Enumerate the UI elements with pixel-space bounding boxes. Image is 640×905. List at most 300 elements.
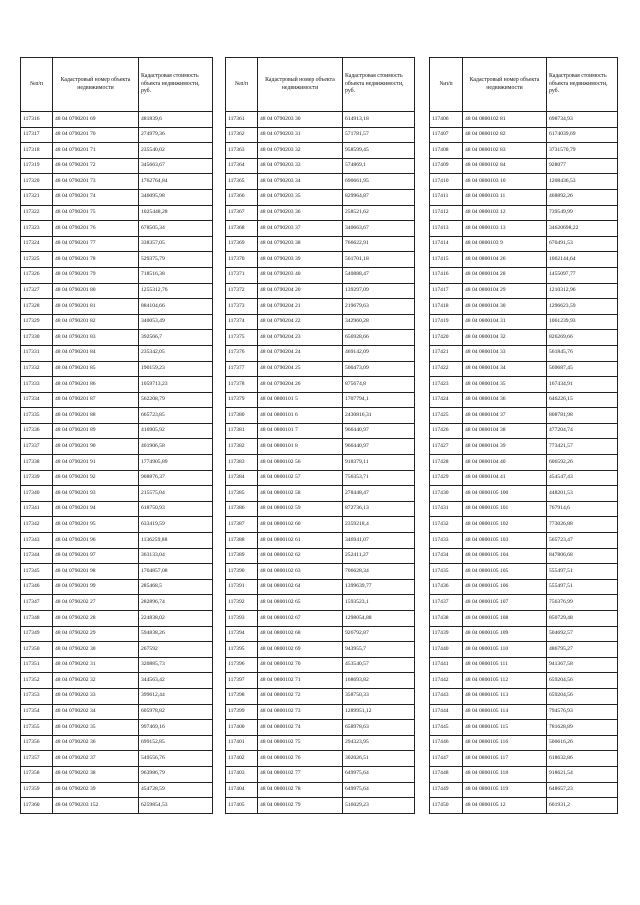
row-number-cell: 117358 xyxy=(21,766,53,782)
table-row xyxy=(430,345,618,361)
cadastral-number-cell: 48 04 0800102 57 xyxy=(258,470,343,486)
cadastral-number-cell: 48 04 0790204 25 xyxy=(258,361,343,377)
cadastral-value-cell: 516029,23 xyxy=(343,798,415,814)
row-number-cell: 117368 xyxy=(226,221,258,237)
row-number-cell: 117347 xyxy=(21,595,53,611)
table-row xyxy=(226,735,415,751)
cadastral-value-cell: 941367,58 xyxy=(547,657,618,673)
row-number-cell: 117381 xyxy=(226,423,258,439)
table-row xyxy=(21,564,213,580)
table-row xyxy=(21,221,213,237)
cadastral-number-cell: 48 04 0800102 64 xyxy=(258,579,343,595)
cadastral-value-cell: 1289951,12 xyxy=(343,704,415,720)
row-number-cell: 117349 xyxy=(21,626,53,642)
row-number-cell: 117335 xyxy=(21,408,53,424)
cadastral-value-cell: 363133,04 xyxy=(139,548,213,564)
row-number-cell: 117407 xyxy=(430,127,463,143)
cadastral-number-cell: 48 04 0800105 110 xyxy=(463,642,547,658)
row-number-cell: 117327 xyxy=(21,283,53,299)
cadastral-value-cell: 562208,79 xyxy=(139,392,213,408)
cadastral-value-cell: 1210312,96 xyxy=(547,283,618,299)
row-number-cell: 117401 xyxy=(226,735,258,751)
row-number-cell: 117330 xyxy=(21,330,53,346)
cadastral-number-cell: 48 04 0800105 119 xyxy=(463,782,547,798)
table-row xyxy=(21,720,213,736)
table-row xyxy=(226,782,415,798)
row-number-cell: 117374 xyxy=(226,314,258,330)
table-row xyxy=(430,299,618,315)
cadastral-value-cell: 1764857,08 xyxy=(139,564,213,580)
cadastral-value-cell: 618632,86 xyxy=(547,751,618,767)
cadastral-value-cell: 918621,54 xyxy=(547,766,618,782)
row-number-cell: 117346 xyxy=(21,579,53,595)
cadastral-value-cell: 872736,13 xyxy=(343,501,415,517)
row-number-cell: 117427 xyxy=(430,439,463,455)
row-number-cell: 117433 xyxy=(430,533,463,549)
cadastral-number-cell: 48 04 0800105 100 xyxy=(463,486,547,502)
cadastral-value-cell: 1774905,89 xyxy=(139,455,213,471)
table-row xyxy=(21,704,213,720)
table-row xyxy=(430,283,618,299)
row-number-cell: 117438 xyxy=(430,611,463,627)
cadastral-value-cell: 1296623,59 xyxy=(547,299,618,315)
cadastral-table-3 xyxy=(429,57,618,814)
table-row xyxy=(226,423,415,439)
cadastral-number-cell: 48 04 0800105 116 xyxy=(463,735,547,751)
cadastral-value-cell: 34620698,22 xyxy=(547,221,618,237)
row-number-cell: 117423 xyxy=(430,377,463,393)
row-number-cell: 117385 xyxy=(226,486,258,502)
row-number-cell: 117446 xyxy=(430,735,463,751)
cadastral-number-cell: 48 04 0790201 85 xyxy=(53,361,139,377)
cadastral-value-cell: 943955,7 xyxy=(343,642,415,658)
cadastral-number-cell: 48 04 0800102 72 xyxy=(258,688,343,704)
row-number-cell: 117343 xyxy=(21,533,53,549)
table-row xyxy=(21,470,213,486)
cadastral-value-cell: 342960,28 xyxy=(343,314,415,330)
row-number-cell: 117338 xyxy=(21,455,53,471)
table-row xyxy=(21,595,213,611)
row-number-cell: 117355 xyxy=(21,720,53,736)
table-row xyxy=(226,377,415,393)
table-row xyxy=(226,299,415,315)
cadastral-number-cell: 48 04 0790201 82 xyxy=(53,314,139,330)
row-number-cell: 117417 xyxy=(430,283,463,299)
row-number-cell: 117411 xyxy=(430,189,463,205)
cadastral-number-cell: 48 04 0800102 71 xyxy=(258,673,343,689)
cadastral-number-cell: 48 04 0800104 35 xyxy=(463,377,547,393)
row-number-cell: 117371 xyxy=(226,267,258,283)
cadastral-number-cell: 48 04 0800104 29 xyxy=(463,283,547,299)
row-number-cell: 117380 xyxy=(226,408,258,424)
cadastral-value-cell: 2359218,4 xyxy=(343,517,415,533)
cadastral-number-cell: 48 04 0790204 21 xyxy=(258,299,343,315)
row-number-cell: 117449 xyxy=(430,782,463,798)
cadastral-number-cell: 48 04 0800105 109 xyxy=(463,626,547,642)
table-row xyxy=(430,236,618,252)
row-number-cell: 117430 xyxy=(430,486,463,502)
row-number-cell: 117396 xyxy=(226,657,258,673)
row-number-cell: 117409 xyxy=(430,158,463,174)
cadastral-number-cell: 48 04 0790203 31 xyxy=(258,127,343,143)
cadastral-value-cell: 6259854,53 xyxy=(139,798,213,814)
table-row xyxy=(21,688,213,704)
row-number-cell: 117393 xyxy=(226,611,258,627)
table-row xyxy=(226,330,415,346)
cadastral-value-cell: 215575,04 xyxy=(139,486,213,502)
cadastral-number-cell: 48 04 0800102 70 xyxy=(258,657,343,673)
cadastral-value-cell: 794576,93 xyxy=(547,704,618,720)
cadastral-value-cell: 659204,56 xyxy=(547,688,618,704)
row-number-cell: 117382 xyxy=(226,439,258,455)
cadastral-value-cell: 224838,02 xyxy=(139,611,213,627)
cadastral-number-cell: 48 04 0790203 38 xyxy=(258,236,343,252)
cadastral-value-cell: 504692,57 xyxy=(547,626,618,642)
row-number-cell: 117416 xyxy=(430,267,463,283)
cadastral-number-cell: 48 04 0800104 30 xyxy=(463,299,547,315)
row-number-cell: 117319 xyxy=(21,158,53,174)
cadastral-value-cell: 486795,27 xyxy=(547,642,618,658)
cadastral-number-cell: 48 04 0800102 63 xyxy=(258,564,343,580)
cadastral-number-cell: 48 04 0800105 117 xyxy=(463,751,547,767)
row-number-cell: 117425 xyxy=(430,408,463,424)
cadastral-number-cell: 48 04 0800105 118 xyxy=(463,766,547,782)
cadastral-value-cell: 594838,26 xyxy=(139,626,213,642)
cadastral-value-cell: 601931,2 xyxy=(547,798,618,814)
cadastral-value-cell: 739549,99 xyxy=(547,205,618,221)
cadastral-number-cell: 48 04 0790204 24 xyxy=(258,345,343,361)
cadastral-value-cell: 454547,43 xyxy=(547,470,618,486)
cadastral-value-cell: 678505,34 xyxy=(139,221,213,237)
cadastral-value-cell: 358750,33 xyxy=(343,688,415,704)
header-num: №п/п xyxy=(430,58,463,112)
cadastral-number-cell: 48 04 0800102 77 xyxy=(258,766,343,782)
header-value: Кадастровая стоимость объекта недвижимости, руб. xyxy=(343,58,415,112)
cadastral-value-cell: 469142,09 xyxy=(343,345,415,361)
cadastral-value-cell: 1298054,88 xyxy=(343,611,415,627)
table-row xyxy=(226,611,415,627)
row-number-cell: 117342 xyxy=(21,517,53,533)
cadastral-number-cell: 48 04 0790201 70 xyxy=(53,127,139,143)
cadastral-value-cell: 766622,91 xyxy=(343,236,415,252)
cadastral-number-cell: 48 04 0790203 40 xyxy=(258,267,343,283)
table-row xyxy=(21,657,213,673)
cadastral-value-cell: 500473,09 xyxy=(343,361,415,377)
cadastral-value-cell: 690661,95 xyxy=(343,174,415,190)
cadastral-value-cell: 294323,95 xyxy=(343,735,415,751)
cadastral-value-cell: 448201,53 xyxy=(547,486,618,502)
cadastral-number-cell: 48 04 0800105 107 xyxy=(463,595,547,611)
cadastral-value-cell: 1399639,77 xyxy=(343,579,415,595)
table-row xyxy=(226,688,415,704)
row-number-cell: 117359 xyxy=(21,782,53,798)
cadastral-number-cell: 48 04 0790202 31 xyxy=(53,657,139,673)
table-row xyxy=(226,470,415,486)
row-number-cell: 117390 xyxy=(226,564,258,580)
table-row xyxy=(430,751,618,767)
table-row xyxy=(226,174,415,190)
cadastral-number-cell: 48 04 0800104 28 xyxy=(463,267,547,283)
row-number-cell: 117434 xyxy=(430,548,463,564)
table-row xyxy=(226,252,415,268)
table-row xyxy=(21,642,213,658)
table-row xyxy=(430,377,618,393)
table-row xyxy=(226,112,415,128)
row-number-cell: 117429 xyxy=(430,470,463,486)
header-row xyxy=(430,58,618,112)
cadastral-value-cell: 829964,87 xyxy=(343,189,415,205)
row-number-cell: 117350 xyxy=(21,642,53,658)
cadastral-value-cell: 767914,6 xyxy=(547,501,618,517)
cadastral-value-cell: 633419,59 xyxy=(139,517,213,533)
cadastral-number-cell: 48 04 0800104 41 xyxy=(463,470,547,486)
cadastral-number-cell: 48 04 0800102 82 xyxy=(463,127,547,143)
cadastral-number-cell: 48 04 0800102 76 xyxy=(258,751,343,767)
row-number-cell: 117406 xyxy=(430,112,463,128)
cadastral-value-cell: 618750,93 xyxy=(139,501,213,517)
table-row xyxy=(21,455,213,471)
table-row xyxy=(226,408,415,424)
row-number-cell: 117376 xyxy=(226,345,258,361)
cadastral-value-cell: 1455097,77 xyxy=(547,267,618,283)
cadastral-number-cell: 48 04 0800104 34 xyxy=(463,361,547,377)
cadastral-value-cell: 718516,38 xyxy=(139,267,213,283)
row-number-cell: 117392 xyxy=(226,595,258,611)
table-row xyxy=(21,189,213,205)
row-number-cell: 117445 xyxy=(430,720,463,736)
table-row xyxy=(430,611,618,627)
table-row xyxy=(226,143,415,159)
cadastral-value-cell: 561845,76 xyxy=(547,345,618,361)
row-number-cell: 117420 xyxy=(430,330,463,346)
cadastral-number-cell: 48 04 0790201 69 xyxy=(53,112,139,128)
row-number-cell: 117377 xyxy=(226,361,258,377)
cadastral-value-cell: 963986,79 xyxy=(139,766,213,782)
cadastral-number-cell: 48 04 0790201 95 xyxy=(53,517,139,533)
cadastral-number-cell: 48 04 0800102 84 xyxy=(463,158,547,174)
cadastral-number-cell: 48 04 0790201 97 xyxy=(53,548,139,564)
cadastral-number-cell: 48 04 0790201 84 xyxy=(53,345,139,361)
table-row xyxy=(430,517,618,533)
cadastral-number-cell: 48 04 0790204 22 xyxy=(258,314,343,330)
cadastral-value-cell: 958599,45 xyxy=(343,143,415,159)
cadastral-value-cell: 574869,1 xyxy=(343,158,415,174)
table-row xyxy=(226,564,415,580)
row-number-cell: 117414 xyxy=(430,236,463,252)
row-number-cell: 117373 xyxy=(226,299,258,315)
row-number-cell: 117408 xyxy=(430,143,463,159)
cadastral-number-cell: 48 04 0790201 77 xyxy=(53,236,139,252)
cadastral-number-cell: 48 04 0800105 106 xyxy=(463,579,547,595)
cadastral-number-cell: 48 04 0800103 13 xyxy=(463,221,547,237)
cadastral-value-cell: 826269,66 xyxy=(547,330,618,346)
cadastral-number-cell: 48 04 0800105 103 xyxy=(463,533,547,549)
table-row xyxy=(226,517,415,533)
table-row xyxy=(430,361,618,377)
row-number-cell: 117331 xyxy=(21,345,53,361)
row-number-cell: 117413 xyxy=(430,221,463,237)
cadastral-value-cell: 252411,27 xyxy=(343,548,415,564)
cadastral-number-cell: 48 04 0790202 35 xyxy=(53,720,139,736)
row-number-cell: 117405 xyxy=(226,798,258,814)
cadastral-value-cell: 168693,82 xyxy=(343,673,415,689)
table-row xyxy=(21,205,213,221)
cadastral-value-cell: 139297,09 xyxy=(343,283,415,299)
row-number-cell: 117410 xyxy=(430,174,463,190)
table-row xyxy=(430,564,618,580)
cadastral-value-cell: 847806,68 xyxy=(547,548,618,564)
cadastral-number-cell: 48 04 0800102 78 xyxy=(258,782,343,798)
cadastral-value-cell: 401906,58 xyxy=(139,439,213,455)
cadastral-value-cell: 267592 xyxy=(139,642,213,658)
cadastral-number-cell: 48 04 0800103 11 xyxy=(463,189,547,205)
row-number-cell: 117412 xyxy=(430,205,463,221)
table-row xyxy=(21,735,213,751)
cadastral-value-cell: 235342,05 xyxy=(139,345,213,361)
table-row xyxy=(430,267,618,283)
table-row xyxy=(21,798,213,814)
table-row xyxy=(430,143,618,159)
table-row xyxy=(21,392,213,408)
row-number-cell: 117333 xyxy=(21,377,53,393)
table-row xyxy=(21,439,213,455)
table-row xyxy=(430,501,618,517)
cadastral-value-cell: 756353,71 xyxy=(343,470,415,486)
table-row xyxy=(21,782,213,798)
row-number-cell: 117379 xyxy=(226,392,258,408)
cadastral-number-cell: 48 04 0800105 115 xyxy=(463,720,547,736)
row-number-cell: 117322 xyxy=(21,205,53,221)
row-number-cell: 117334 xyxy=(21,392,53,408)
table-row xyxy=(430,782,618,798)
table-row xyxy=(21,423,213,439)
cadastral-number-cell: 48 04 0790201 76 xyxy=(53,221,139,237)
row-number-cell: 117336 xyxy=(21,423,53,439)
cadastral-number-cell: 48 04 0800101 8 xyxy=(258,439,343,455)
cadastral-number-cell: 48 04 0800105 108 xyxy=(463,611,547,627)
table-body xyxy=(430,112,618,814)
cadastral-value-cell: 302026,51 xyxy=(343,751,415,767)
cadastral-number-cell: 48 04 0790202 32 xyxy=(53,673,139,689)
table-row xyxy=(430,579,618,595)
cadastral-value-cell: 1208436,53 xyxy=(547,174,618,190)
cadastral-value-cell: 399612,44 xyxy=(139,688,213,704)
table-row xyxy=(21,127,213,143)
table-body xyxy=(226,112,415,814)
table-row xyxy=(226,158,415,174)
cadastral-number-cell: 48 04 0800104 37 xyxy=(463,408,547,424)
row-number-cell: 117367 xyxy=(226,205,258,221)
cadastral-number-cell: 48 04 0790201 71 xyxy=(53,143,139,159)
cadastral-number-cell: 48 04 0790201 99 xyxy=(53,579,139,595)
cadastral-number-cell: 48 04 0800103 10 xyxy=(463,174,547,190)
table-row xyxy=(430,486,618,502)
header-cadnum: Кадастровый номер объекта недвижимости xyxy=(258,58,343,112)
table-row xyxy=(226,392,415,408)
table-row xyxy=(226,766,415,782)
cadastral-number-cell: 48 04 0790201 75 xyxy=(53,205,139,221)
cadastral-value-cell: 219679,63 xyxy=(343,299,415,315)
table-row xyxy=(21,252,213,268)
row-number-cell: 117391 xyxy=(226,579,258,595)
row-number-cell: 117356 xyxy=(21,735,53,751)
table-row xyxy=(430,112,618,128)
row-number-cell: 117418 xyxy=(430,299,463,315)
row-number-cell: 117437 xyxy=(430,595,463,611)
table-row xyxy=(226,501,415,517)
cadastral-number-cell: 48 04 0800104 26 xyxy=(463,252,547,268)
table-row xyxy=(430,688,618,704)
cadastral-number-cell: 48 04 0800105 101 xyxy=(463,501,547,517)
cadastral-number-cell: 48 04 0800102 62 xyxy=(258,548,343,564)
cadastral-number-cell: 48 04 0800105 114 xyxy=(463,704,547,720)
cadastral-number-cell: 48 04 0790201 72 xyxy=(53,158,139,174)
table-row xyxy=(21,267,213,283)
cadastral-number-cell: 48 04 0800102 59 xyxy=(258,501,343,517)
table-row xyxy=(430,189,618,205)
table-row xyxy=(430,673,618,689)
row-number-cell: 117325 xyxy=(21,252,53,268)
table-row xyxy=(226,205,415,221)
cadastral-value-cell: 167434,91 xyxy=(547,377,618,393)
cadastral-value-cell: 1707794,1 xyxy=(343,392,415,408)
table-row xyxy=(430,174,618,190)
row-number-cell: 117320 xyxy=(21,174,53,190)
table-row xyxy=(21,143,213,159)
row-number-cell: 117383 xyxy=(226,455,258,471)
cadastral-number-cell: 48 04 0800102 73 xyxy=(258,704,343,720)
cadastral-number-cell: 48 04 0800102 74 xyxy=(258,720,343,736)
row-number-cell: 117370 xyxy=(226,252,258,268)
cadastral-number-cell: 48 04 0800104 33 xyxy=(463,345,547,361)
table-row xyxy=(226,642,415,658)
table-row xyxy=(21,673,213,689)
row-number-cell: 117348 xyxy=(21,611,53,627)
row-number-cell: 117440 xyxy=(430,642,463,658)
cadastral-number-cell: 48 04 0800105 113 xyxy=(463,688,547,704)
cadastral-number-cell: 48 04 0800102 68 xyxy=(258,626,343,642)
row-number-cell: 117448 xyxy=(430,766,463,782)
table-row xyxy=(226,189,415,205)
cadastral-value-cell: 285468,5 xyxy=(139,579,213,595)
cadastral-value-cell: 258521,62 xyxy=(343,205,415,221)
table-row xyxy=(430,657,618,673)
cadastral-number-cell: 48 04 0790202 34 xyxy=(53,704,139,720)
cadastral-number-cell: 48 04 0790201 96 xyxy=(53,533,139,549)
row-number-cell: 117384 xyxy=(226,470,258,486)
cadastral-value-cell: 698734,93 xyxy=(547,112,618,128)
cadastral-value-cell: 477204,74 xyxy=(547,423,618,439)
cadastral-number-cell: 48 04 0800102 65 xyxy=(258,595,343,611)
row-number-cell: 117398 xyxy=(226,688,258,704)
cadastral-value-cell: 454728,59 xyxy=(139,782,213,798)
table-row xyxy=(226,361,415,377)
table-row xyxy=(21,345,213,361)
header-num: №п/п xyxy=(226,58,258,112)
table-body xyxy=(21,112,213,814)
row-number-cell: 117337 xyxy=(21,439,53,455)
row-number-cell: 117432 xyxy=(430,517,463,533)
row-number-cell: 117422 xyxy=(430,361,463,377)
row-number-cell: 117404 xyxy=(226,782,258,798)
cadastral-number-cell: 48 04 0790201 73 xyxy=(53,174,139,190)
cadastral-number-cell: 48 04 0790203 35 xyxy=(258,189,343,205)
cadastral-value-cell: 320885,73 xyxy=(139,657,213,673)
table-row xyxy=(226,798,415,814)
cadastral-value-cell: 649975,64 xyxy=(343,782,415,798)
row-number-cell: 117329 xyxy=(21,314,53,330)
cadastral-number-cell: 48 04 0800102 60 xyxy=(258,517,343,533)
